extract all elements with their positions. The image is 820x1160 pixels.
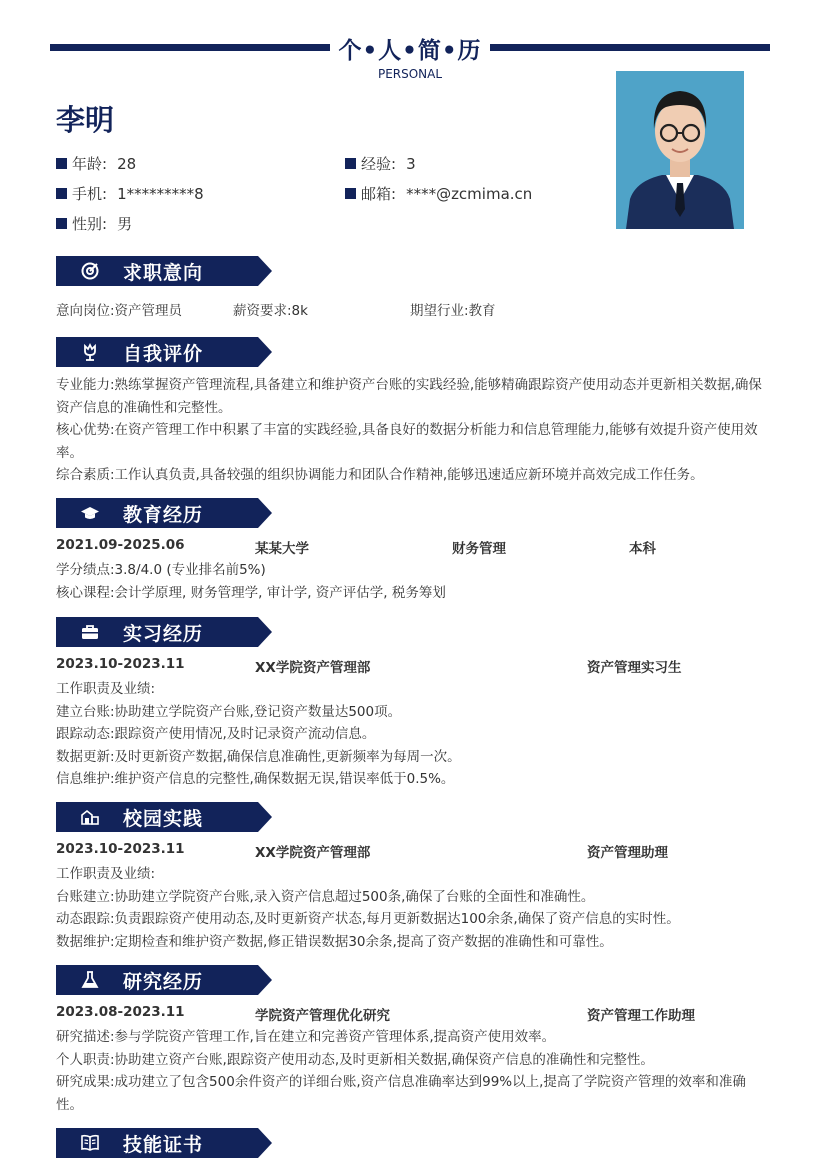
section-header-research (56, 965, 272, 995)
section-header-self-eval (56, 337, 272, 367)
research-date: 2023.08-2023.11 (56, 1004, 185, 1020)
section-header-internship (56, 617, 272, 647)
internship-details (56, 678, 768, 791)
graduation-cap-icon (80, 503, 100, 523)
internship-line: 工作职责及业绩: (56, 681, 156, 697)
target-icon (80, 261, 100, 281)
profile-photo (616, 71, 744, 229)
self-eval-line: 核心优势:在资产管理工作中积累了丰富的实践经验,具备良好的数据分析能力和信息管理能力,能够有效提升资产使用效率。 (56, 422, 758, 461)
campus-details (56, 863, 768, 953)
section-header-intent (56, 256, 272, 286)
section-title: 校园实践 (123, 808, 204, 830)
section-title: 技能证书 (123, 1134, 204, 1156)
self-eval-line: 综合素质:工作认真负责,具备较强的组织协调能力和团队合作精神,能够迅速适应新环境并高效完成工作任务。 (56, 467, 704, 483)
campus-date: 2023.10-2023.11 (56, 841, 185, 857)
education-degree: 本科 (629, 541, 656, 557)
info-experience (345, 153, 416, 174)
email-label: 邮箱: (361, 185, 397, 203)
phone-value: 1*********8 (117, 184, 204, 203)
section-title: 教育经历 (123, 504, 204, 526)
section-title: 自我评价 (123, 343, 204, 365)
intent-salary: 薪资要求:8k (233, 303, 308, 319)
self-eval-text (56, 374, 768, 487)
exp-value: 3 (406, 154, 416, 173)
resume-title: 个•人•简•历 (338, 38, 482, 64)
internship-line: 信息维护:维护资产信息的完整性,确保数据无误,错误率低于0.5%。 (56, 771, 455, 787)
research-project: 学院资产管理优化研究 (255, 1008, 390, 1024)
header-rule-left (50, 44, 330, 51)
internship-org: XX学院资产管理部 (255, 660, 371, 676)
bullet-square (56, 218, 67, 229)
research-line: 个人职责:协助建立资产台账,跟踪资产使用动态,及时更新相关数据,确保资产信息的准确性和完整性。 (56, 1051, 654, 1068)
internship-date: 2023.10-2023.11 (56, 656, 185, 672)
info-phone (56, 183, 204, 204)
internship-role: 资产管理实习生 (587, 660, 682, 676)
gender-label: 性别: (72, 215, 108, 233)
education-major: 财务管理 (452, 541, 506, 557)
section-header-campus (56, 802, 272, 832)
education-line: 核心课程:会计学原理, 财务管理学, 审计学, 资产评估学, 税务筹划 (56, 584, 446, 601)
intent-industry: 期望行业:教育 (410, 303, 496, 319)
research-details (56, 1026, 768, 1116)
bullet-square (345, 188, 356, 199)
info-age (56, 153, 136, 174)
exp-label: 经验: (361, 155, 397, 173)
section-header-education (56, 498, 272, 528)
resume-subtitle: PERSONAL (377, 67, 443, 81)
bullet-square (56, 158, 67, 169)
building-icon (80, 807, 100, 827)
intent-position: 意向岗位:资产管理员 (56, 303, 183, 319)
education-line: 学分绩点:3.8/4.0 (专业排名前5%) (56, 562, 266, 578)
section-title: 求职意向 (123, 262, 204, 284)
research-role: 资产管理工作助理 (587, 1008, 695, 1024)
info-email (345, 183, 532, 204)
bullet-square (56, 188, 67, 199)
campus-line: 工作职责及业绩: (56, 866, 156, 882)
age-value: 28 (117, 154, 137, 173)
age-label: 年龄: (72, 155, 108, 173)
research-line: 研究描述:参与学院资产管理工作,旨在建立和完善资产管理体系,提高资产使用效率。 (56, 1029, 556, 1045)
info-gender (56, 213, 132, 234)
education-school: 某某大学 (255, 541, 309, 557)
section-header-skills (56, 1128, 272, 1158)
self-eval-line: 专业能力:熟练掌握资产管理流程,具备建立和维护资产台账的实践经验,能够精确跟踪资产使用动态并更新相关数据,确保资产信息的准确性和完整性。 (56, 377, 762, 416)
research-line: 研究成果:成功建立了包含500余件资产的详细台账,资产信息准确率达到99%以上,提高了学院资产管理的效率和准确性。 (56, 1074, 746, 1113)
campus-line: 数据维护:定期检查和维护资产数据,修正错误数据30余条,提高了资产数据的准确性和可靠性。 (56, 933, 613, 950)
briefcase-icon (80, 622, 100, 642)
campus-line: 动态跟踪:负责跟踪资产使用动态,及时更新资产状态,每月更新数据达100余条,确保了资产信息的实时性。 (56, 911, 680, 927)
header-rule-right (490, 44, 770, 51)
campus-line: 台账建立:协助建立学院资产台账,录入资产信息超过500条,确保了台账的全面性和准确性。 (56, 888, 595, 905)
email-value: ****@zcmima.cn (406, 184, 533, 203)
tulip-icon (80, 342, 100, 362)
flask-icon (80, 970, 100, 990)
gender-value: 男 (117, 215, 133, 233)
campus-org: XX学院资产管理部 (255, 845, 371, 861)
bullet-square (345, 158, 356, 169)
internship-line: 建立台账:协助建立学院资产台账,登记资产数量达500项。 (56, 703, 402, 720)
education-date: 2021.09-2025.06 (56, 537, 185, 553)
section-title: 实习经历 (123, 623, 204, 645)
internship-line: 数据更新:及时更新资产数据,确保信息准确性,更新频率为每周一次。 (56, 748, 461, 765)
internship-line: 跟踪动态:跟踪资产使用情况,及时记录资产流动信息。 (56, 726, 376, 742)
campus-role: 资产管理助理 (587, 845, 668, 861)
person-name: 李明 (56, 103, 115, 137)
book-icon (80, 1133, 100, 1153)
education-details (56, 559, 768, 604)
phone-label: 手机: (72, 185, 108, 203)
section-title: 研究经历 (123, 971, 204, 993)
